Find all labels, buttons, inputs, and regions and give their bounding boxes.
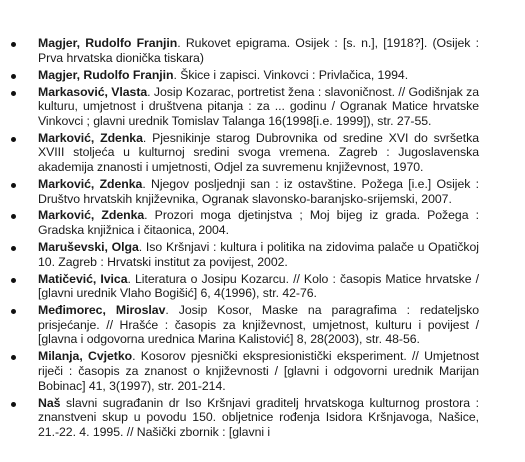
bullet-icon — [11, 309, 16, 314]
entry-author: Naš — [38, 395, 61, 410]
entry-author: Marković, Zdenka — [38, 130, 143, 145]
bibliography-entry — [0, 272, 525, 301]
entry-text: . Kosorov pjesnički ekspresionistički eksperiment. // Umjetnost riječi : časopis za znanost o književnosti / [glavni i odgovorni urednik Marijan Bobinac] 41, 3(1997), str. 201-214. — [38, 349, 479, 393]
entry-text: . Literatura o Josipu Kozarcu. // Kolo : časopis Matice hrvatske / [glavni urednik Vlaho Bogišić] 6, 4(1996), str. 42-76. — [38, 271, 480, 301]
bullet-icon — [11, 42, 16, 47]
bullet-icon — [11, 246, 16, 251]
entry-author: Milanja, Cvjetko — [38, 349, 133, 364]
bullet-icon — [11, 137, 16, 142]
entry-text: . Josip Kosor, Maske na paragrafima : redateljsko prisjećanje. // Hrašće : časopis za književnost, umjetnost, kulturu i povijest / [glavna i odgovorna urednica Marina Kalistović] 8, 28(2003), str. 48-56. — [38, 303, 479, 347]
entry-author: Marković, Zdenka — [38, 208, 145, 223]
entry-text: . Prozori moga djetinjstva ; Moj bijeg iz grada. Požega : Gradska knjižnica i čitaonica, 2004. — [38, 208, 479, 238]
bibliography-entry — [0, 131, 525, 175]
entry-text: . Škice i zapisci. Vinkovci : Privlačica, 1994. — [173, 67, 409, 82]
entry-text: . Josip Kozarac, portretist žena : slavoničnost. // Godišnjak za kulturu, umjetnost i društvena pitanja : za ... godinu / Ogranak Matice hrvatske Vinkovci ; glavni urednik Tomislav Talanga 16(1998[i.e. 1999]), str. 27-55. — [38, 84, 479, 128]
bullet-icon — [11, 74, 16, 79]
bullet-icon — [11, 91, 16, 96]
bibliography-entry — [0, 349, 525, 393]
bibliography-entry — [0, 36, 525, 65]
bullet-icon — [11, 355, 16, 360]
entry-text: . Rukovet epigrama. Osijek : [s. n.], [1918?]. (Osijek : Prva hrvatska dionička tiskara) — [38, 36, 479, 65]
bullet-icon — [11, 183, 16, 188]
entry-author: Matičević, Ivica — [38, 271, 128, 286]
bibliography-entry — [0, 177, 525, 206]
bibliography-entry — [0, 85, 525, 129]
entry-author: Magjer, Rudolfo Franjin — [38, 36, 178, 50]
bibliography-entry — [0, 208, 525, 237]
bibliography-entry — [0, 396, 525, 440]
entry-author: Magjer, Rudolfo Franjin — [38, 67, 174, 82]
entry-author: Međimorec, Miroslav — [38, 303, 166, 318]
entry-text: . Pjesnikinje starog Dubrovnika od sredine XVI do svršetka XVIII stoljeća u kulturnoj sredini svoga vremena. Zagreb : Jugoslavenska akademija znanosti i umjetnosti, Odjel za suvremenu književnost, 1970. — [38, 130, 479, 174]
entry-text: slavni sugrađanin dr Iso Kršnjavi graditelj hrvatskoga kulturnog prostora : znanstveni skup u povodu 150. obljetnice rođenja Isidora Kršnjavoga, Našice, 21.-22. 4. 1995. // Našički zbornik : [glavni i — [38, 395, 479, 439]
bibliography-entry — [0, 303, 525, 347]
entry-text: . Iso Kršnjavi : kultura i politika na zidovima palače u Opatičkoj 10. Zagreb : Hrvatski institut za povijest, 2002. — [38, 240, 479, 269]
entry-text: . Njegov posljednji san : iz ostavštine. Požega [i.e.] Osijek : Društvo hrvatskih književnika, Ogranak slavonsko-baranjsko-srijemski, 2007. — [38, 176, 479, 206]
bibliography-list — [0, 36, 525, 442]
bibliography-entry — [0, 68, 525, 83]
entry-author: Marković, Zdenka — [38, 176, 143, 191]
entry-author: Maruševski, Olga — [38, 240, 139, 255]
entry-author: Markasović, Vlasta — [38, 84, 148, 99]
bullet-icon — [11, 402, 16, 407]
bullet-icon — [11, 278, 16, 283]
bullet-icon — [11, 214, 16, 219]
bibliography-entry — [0, 240, 525, 269]
